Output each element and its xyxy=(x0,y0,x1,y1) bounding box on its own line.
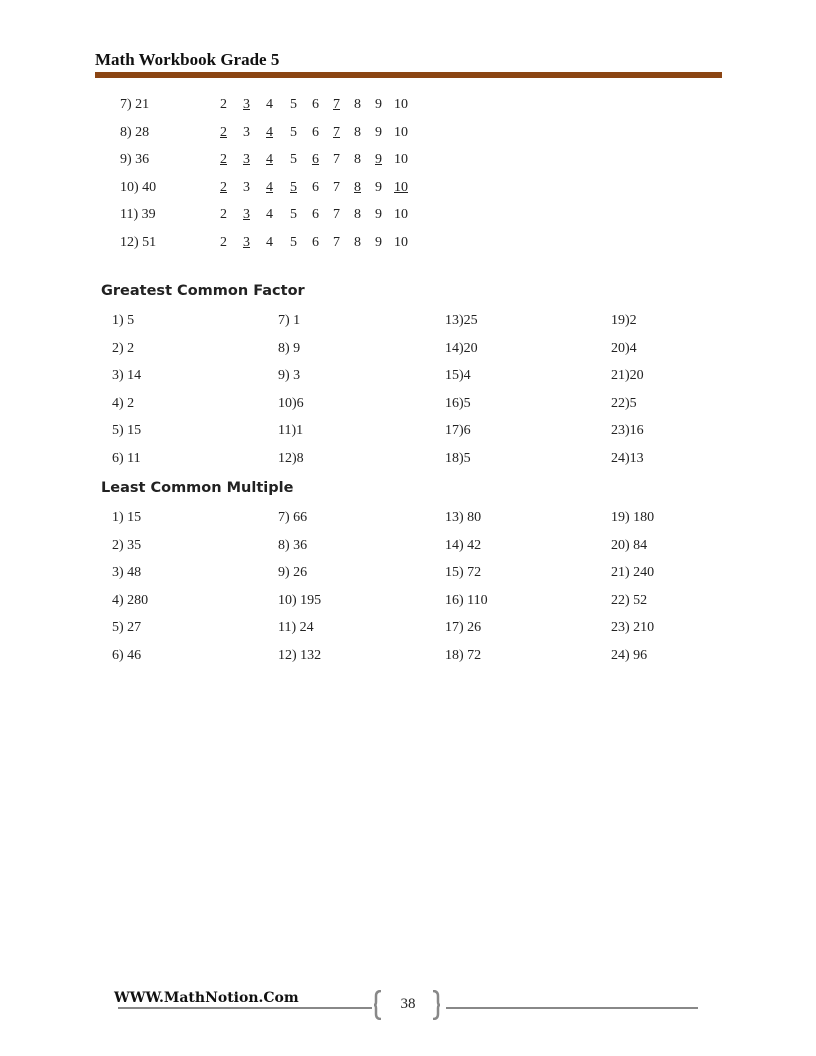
divisor: 6 xyxy=(312,124,319,140)
answer-item: 19) 180 xyxy=(611,510,655,525)
divisor: 10 xyxy=(394,152,408,168)
answer-item: 14) 42 xyxy=(445,537,482,553)
answer-item: 6) 46 xyxy=(112,648,142,663)
divisor-underlined: 3 xyxy=(243,235,250,250)
divisor: 9 xyxy=(375,124,382,140)
answer-item: 2) 35 xyxy=(112,537,142,553)
divisor: 7 xyxy=(333,152,340,168)
answer-item: 23)16 xyxy=(611,423,644,439)
divisor: 4 xyxy=(266,207,273,223)
answer-item: 14)20 xyxy=(445,340,478,356)
answer-item: 6) 11 xyxy=(112,451,141,466)
answer-item: 3) 14 xyxy=(112,368,142,384)
divisor-underlined: 4 xyxy=(266,124,273,140)
answer-item: 4) 280 xyxy=(112,592,149,608)
answer-item: 17) 26 xyxy=(445,620,482,636)
divisor: 7 xyxy=(333,179,340,195)
answer-item: 12)8 xyxy=(278,451,304,466)
divisor: 4 xyxy=(266,235,273,250)
divisor: 9 xyxy=(375,235,382,250)
divisor-underlined: 3 xyxy=(243,152,250,168)
answer-item: 8) 9 xyxy=(278,340,301,356)
divisor-underlined: 8 xyxy=(354,179,361,195)
divisor: 8 xyxy=(354,207,361,223)
answer-item: 21) 240 xyxy=(611,565,655,581)
divisor-underlined: 2 xyxy=(220,124,227,140)
divisibility-row-label: 7) 21 xyxy=(120,97,150,112)
answer-item: 18)5 xyxy=(445,451,471,466)
divisor-underlined: 9 xyxy=(375,152,382,168)
answer-item: 1) 15 xyxy=(112,510,142,525)
divisor: 8 xyxy=(354,124,361,140)
divisor: 10 xyxy=(394,235,408,250)
divisor-underlined: 2 xyxy=(220,179,227,195)
footer-line-right xyxy=(446,1007,698,1009)
divisibility-row-label: 8) 28 xyxy=(120,124,150,140)
divisor-underlined: 4 xyxy=(266,179,273,195)
answer-item: 13) 80 xyxy=(445,510,482,525)
divisor: 8 xyxy=(354,152,361,168)
answer-item: 22) 52 xyxy=(611,592,648,608)
divisor-underlined: 3 xyxy=(243,207,250,223)
answer-item: 10)6 xyxy=(278,395,304,411)
answer-item: 9) 26 xyxy=(278,565,308,581)
divisibility-row-label: 11) 39 xyxy=(120,207,156,223)
divisor: 10 xyxy=(394,207,408,223)
divisor: 9 xyxy=(375,207,382,223)
divisor: 5 xyxy=(290,97,297,112)
divisor-underlined: 4 xyxy=(266,152,273,168)
answer-item: 23) 210 xyxy=(611,620,655,636)
divisor: 6 xyxy=(312,235,319,250)
divisor: 2 xyxy=(220,207,227,223)
divisor-underlined: 2 xyxy=(220,152,227,168)
right-brace-icon xyxy=(432,990,440,1020)
divisor: 2 xyxy=(220,97,227,112)
divisor-underlined: 5 xyxy=(290,179,297,195)
divisor: 8 xyxy=(354,97,361,112)
answer-item: 21)20 xyxy=(611,368,644,384)
divisor: 5 xyxy=(290,207,297,223)
answer-item: 7) 1 xyxy=(278,313,301,328)
answer-item: 15) 72 xyxy=(445,565,482,581)
divisor: 7 xyxy=(333,235,340,250)
divisor: 9 xyxy=(375,179,382,195)
answer-item: 7) 66 xyxy=(278,510,308,525)
answer-item: 1) 5 xyxy=(112,313,135,328)
divisor: 2 xyxy=(220,235,227,250)
answer-item: 5) 27 xyxy=(112,620,142,636)
divisor: 6 xyxy=(312,179,319,195)
answer-item: 13)25 xyxy=(445,313,478,328)
divisibility-row-label: 12) 51 xyxy=(120,235,157,250)
answer-item: 24) 96 xyxy=(611,648,648,663)
divisor: 5 xyxy=(290,124,297,140)
page-number: 38 xyxy=(400,996,416,1012)
answer-item: 17)6 xyxy=(445,423,471,439)
divisibility-row-label: 9) 36 xyxy=(120,152,150,168)
answer-item: 20) 84 xyxy=(611,537,648,553)
answer-item: 8) 36 xyxy=(278,537,308,553)
divisor-underlined: 10 xyxy=(394,179,408,195)
divisor-underlined: 7 xyxy=(333,97,340,112)
divisor: 5 xyxy=(290,152,297,168)
answer-item: 22)5 xyxy=(611,395,637,411)
answer-item: 16) 110 xyxy=(445,592,488,608)
divisor-underlined: 7 xyxy=(333,124,340,140)
page-header-title: Math Workbook Grade 5 xyxy=(95,50,280,69)
answer-item: 16)5 xyxy=(445,395,471,411)
answer-item: 11) 24 xyxy=(278,620,314,636)
divisor: 7 xyxy=(333,207,340,223)
answer-item: 5) 15 xyxy=(112,423,142,439)
header-rule xyxy=(95,72,722,78)
answer-item: 9) 3 xyxy=(278,368,301,384)
answer-item: 11)1 xyxy=(278,423,304,439)
footer-line-left xyxy=(118,1007,372,1009)
lcm-section-title: Least Common Multiple xyxy=(101,480,294,496)
answer-item: 12) 132 xyxy=(278,648,322,663)
answer-item: 19)2 xyxy=(611,313,637,328)
answer-item: 20)4 xyxy=(611,340,637,356)
divisor: 4 xyxy=(266,97,273,112)
divisibility-row-label: 10) 40 xyxy=(120,179,157,195)
divisor: 10 xyxy=(394,97,408,112)
answer-item: 15)4 xyxy=(445,368,471,384)
divisor-underlined: 3 xyxy=(243,97,250,112)
divisor: 9 xyxy=(375,97,382,112)
divisor: 3 xyxy=(243,124,250,140)
answer-item: 4) 2 xyxy=(112,395,135,411)
divisor: 6 xyxy=(312,207,319,223)
answer-item: 24)13 xyxy=(611,451,644,466)
gcf-section-title: Greatest Common Factor xyxy=(101,283,305,299)
answer-item: 2) 2 xyxy=(112,340,135,356)
answer-item: 18) 72 xyxy=(445,648,482,663)
footer-url: WWW.MathNotion.Com xyxy=(114,990,299,1006)
divisor: 6 xyxy=(312,97,319,112)
answer-item: 3) 48 xyxy=(112,565,142,581)
divisor-underlined: 6 xyxy=(312,152,319,168)
answer-item: 10) 195 xyxy=(278,592,322,608)
divisor: 10 xyxy=(394,124,408,140)
divisor: 3 xyxy=(243,179,250,195)
divisor: 5 xyxy=(290,235,297,250)
divisor: 8 xyxy=(354,235,361,250)
